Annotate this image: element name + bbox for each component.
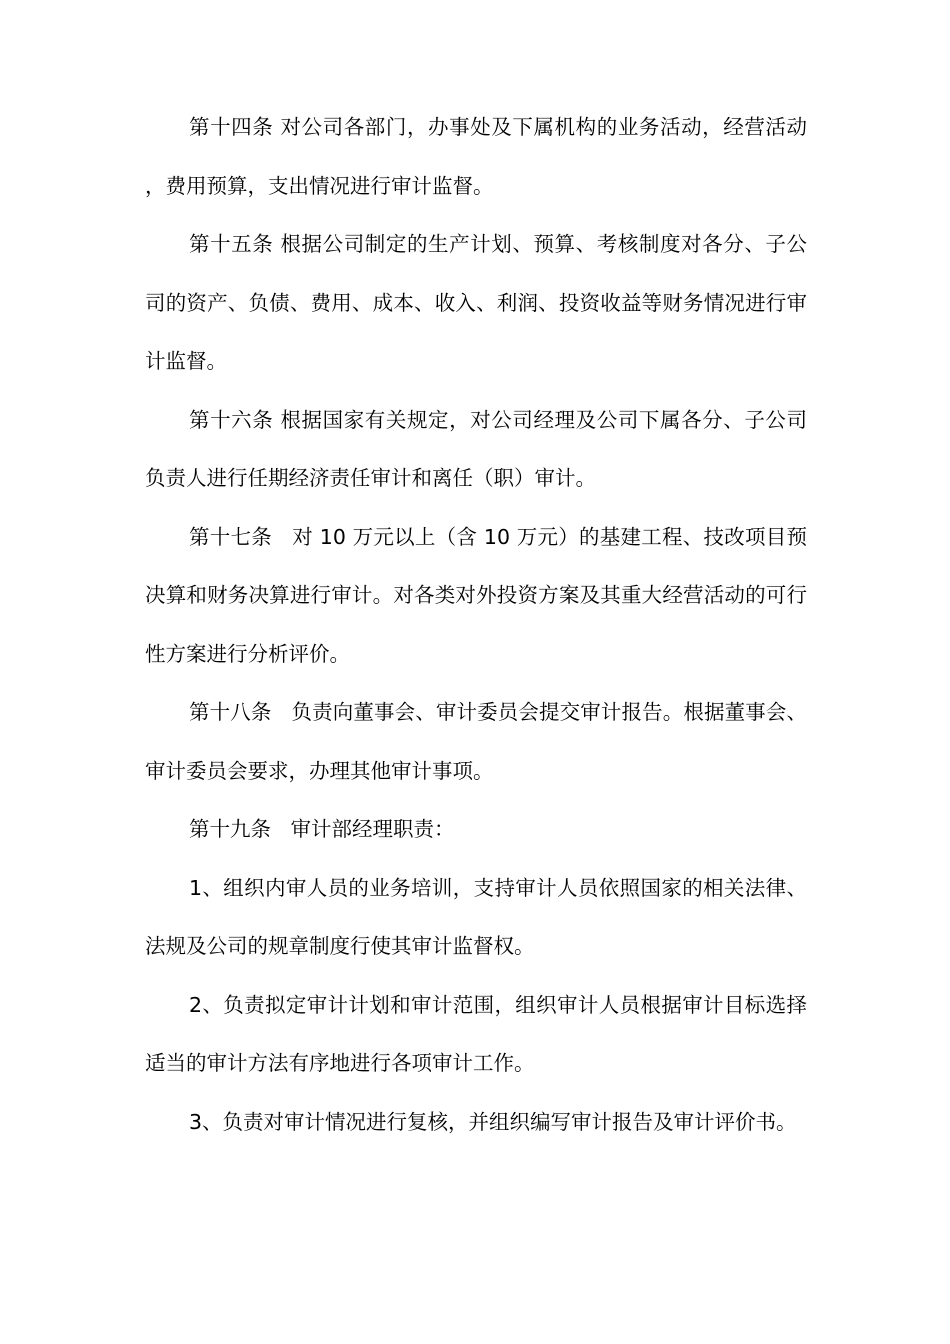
article-15-paragraph: 第十五条 根据公司制定的生产计划、预算、考核制度对各分、子公司的资产、负债、费用、成本、收入、利润、投资收益等财务情况进行审计监督。: [145, 232, 807, 373]
article-16-paragraph: 第十六条 根据国家有关规定，对公司经理及公司下属各分、子公司负责人进行任期经济责任审计和离任（职）审计。: [145, 407, 807, 490]
article-17-paragraph: 第十七条 对 10 万元以上（含 10 万元）的基建工程、技改项目预决算和财务决算进行审计。对各类对外投资方案及其重大经营活动的可行性方案进行分析评价。: [145, 524, 807, 666]
article-18-paragraph: 第十八条 负责向董事会、审计委员会提交审计报告。根据董事会、审计委员会要求，办理其他审计事项。: [145, 700, 807, 783]
duty-item-3: 3、负责对审计情况进行复核，并组织编写审计报告及审计评价书。: [189, 1109, 797, 1134]
document-body: [145, 98, 807, 1151]
duty-item-1: 1、组织内审人员的业务培训，支持审计人员依照国家的相关法律、法规及公司的规章制度行使其审计监督权。: [145, 875, 807, 958]
duty-item-2: 2、负责拟定审计计划和审计范围，组织审计人员根据审计目标选择适当的审计方法有序地进行各项审计工作。: [145, 992, 807, 1075]
article-19-paragraph: 第十九条 审计部经理职责：: [189, 817, 455, 841]
article-14-paragraph: 第十四条 对公司各部门，办事处及下属机构的业务活动，经营活动，费用预算，支出情况进行审计监督。: [145, 115, 807, 198]
